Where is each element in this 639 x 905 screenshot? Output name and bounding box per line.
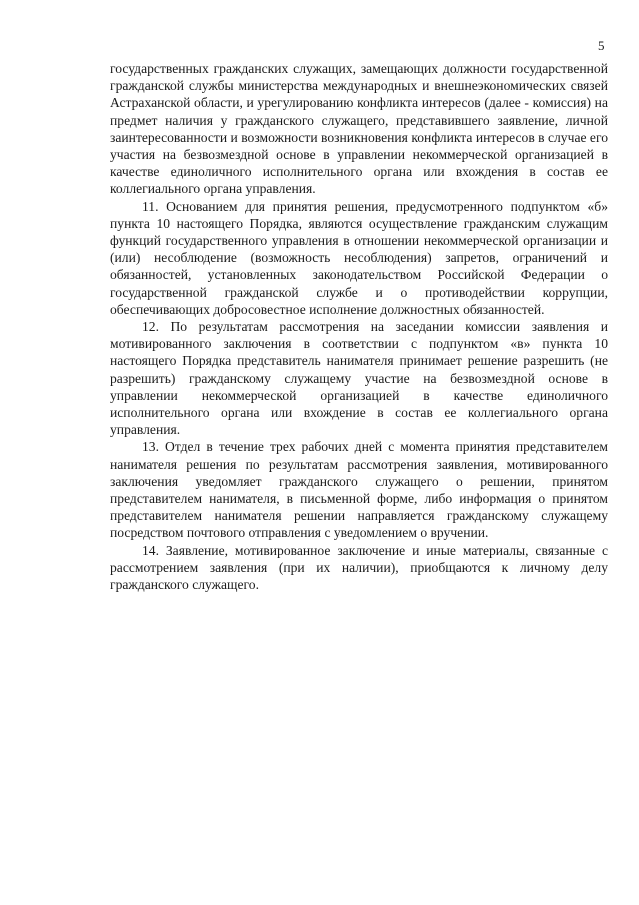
paragraph-continuation: государственных гражданских служащих, замещающих должности государственной гражданской службы министерства международных и внешнеэкономических связей Астраханской области, и урегулированию конфликта интересов (далее - комиссия) на предмет наличия у гражданского служащего, представившего заявление, личной заинтересованности и возможности возникновения конфликта интересов в случае его участия на безвозмездной основе в управлении некоммерческой организацией в качестве единоличного исполнительного органа или вхождения в состав ее коллегиального органа управления. — [110, 61, 608, 197]
paragraph-item-11: 11. Основанием для принятия решения, предусмотренного подпунктом «б» пункта 10 настоящего Порядка, являются осуществление гражданским служащим функций государственного управления в отношении некоммерческой организации и (или) несоблюдение (возможность несоблюдения) запретов, ограничений и обязанностей, установленных законодательством Российской Федерации о государственной гражданской службе и о противодействии коррупции, обеспечивающих добросовестное исполнение должностных обязанностей. — [110, 198, 608, 317]
page-number: 5 — [598, 38, 605, 53]
paragraph-item-14: 14. Заявление, мотивированное заключение и иные материалы, связанные с рассмотрением заявления (при их наличии), приобщаются к личному делу гражданского служащего. — [110, 542, 608, 593]
document-body — [110, 60, 608, 593]
paragraph-item-13: 13. Отдел в течение трех рабочих дней с момента принятия представителем нанимателя решения по результатам рассмотрения заявления, мотивированного заключения уведомляет гражданского служащего о решении, принятом представителем нанимателя, в письменной форме, либо информация о принятом представителем нанимателя решении направляется гражданскому служащему посредством почтового отправления с уведомлением о вручении. — [110, 439, 608, 541]
paragraph-item-12: 12. По результатам рассмотрения на заседании комиссии заявления и мотивированного заключения в соответствии с подпунктом «в» пункта 10 настоящего Порядка представитель нанимателя принимает решение разрешить (не разрешить) гражданскому служащему участие на безвозмездной основе в управлении некоммерческой организацией в качестве единоличного исполнительного органа или вхождение в состав ее коллегиального органа управления. — [110, 319, 608, 438]
